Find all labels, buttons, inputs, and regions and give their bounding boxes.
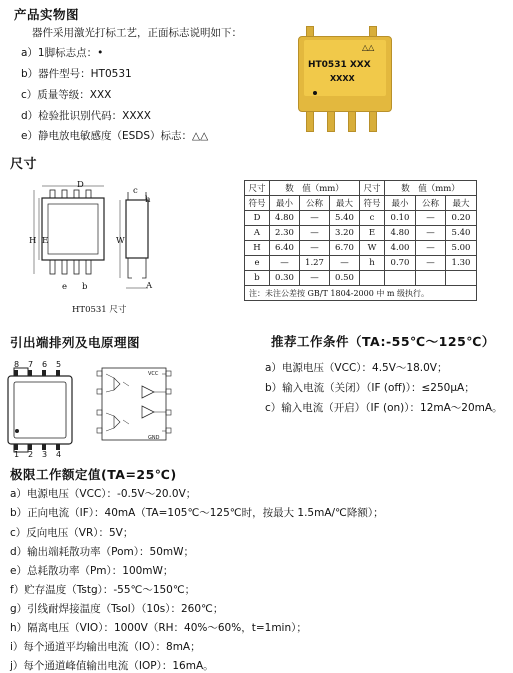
chip-marking-line1: HT0531 XXX (308, 60, 371, 70)
table-cell: 3.20 (330, 226, 360, 241)
limit-f: f）贮存温度（Tstg）：-55℃～150℃； (10, 584, 196, 596)
limit-c: c）反向电压（VR）：5V； (10, 527, 134, 539)
table-cell: — (300, 211, 330, 226)
table-cell: 0.10 (385, 211, 416, 226)
pin-number: 3 (42, 450, 48, 459)
table-cell: h (360, 256, 385, 271)
table-header: 符号 (245, 196, 270, 211)
limit-d: d）输出端耗散功率（Pom）：50mW； (10, 546, 194, 558)
table-header: 最大 (330, 196, 360, 211)
marking-d: d）检验批识别代码：XXXX (21, 110, 151, 122)
limit-i: i）每个通道平均输出电流（IO）：8mA； (10, 641, 201, 653)
marking-c: c）质量等级：XXX (21, 89, 112, 101)
table-note-row (245, 286, 477, 301)
table-header: 最大 (446, 196, 477, 211)
table-cell: 0.20 (446, 211, 477, 226)
pin-number: 7 (28, 360, 34, 369)
table-cell: — (416, 226, 446, 241)
table-header-row (245, 181, 477, 196)
dim-label-h: h (145, 195, 151, 205)
table-header: 尺寸 (360, 181, 385, 196)
table-cell (360, 271, 385, 286)
condition-b: b）输入电流（关闭）（IF (off)）：≤250μA； (265, 382, 475, 394)
condition-a: a）电源电压（VCC）：4.5V～18.0V； (265, 362, 448, 374)
pin-number: 8 (14, 360, 20, 369)
table-cell: W (360, 241, 385, 256)
limit-b: b）正向电流（IF）：40mA（TA=105℃～125℃时，按最大 1.5mA/℃降额）； (10, 507, 384, 519)
table-cell: 2.30 (270, 226, 300, 241)
table-cell: e (245, 256, 270, 271)
dim-label-A: A (146, 281, 153, 291)
marking-b: b）器件型号：HT0531 (21, 68, 132, 80)
dim-label-H: H (29, 236, 37, 246)
table-row (245, 271, 477, 286)
dim-label-D: D (77, 180, 84, 190)
table-cell: 4.00 (385, 241, 416, 256)
limit-g: g）引线耐焊接温度（Tsol）（10s）：260℃； (10, 603, 224, 615)
dim-label-b: b (82, 282, 88, 292)
dimension-table (244, 180, 477, 301)
chip-pin1-dot (313, 91, 317, 95)
intro-text: 器件采用激光打标工艺，正面标志说明如下： (32, 27, 242, 39)
table-cell: 0.50 (330, 271, 360, 286)
table-cell: — (416, 211, 446, 226)
drawing-caption: HT0531 尺寸 (72, 305, 127, 315)
limit-h: h）隔离电压（VIO）：1000V（RH：40%～60%，t=1min）； (10, 622, 307, 634)
pin-number: 5 (56, 360, 62, 369)
dim-label-e: e (62, 282, 68, 292)
table-header-row (245, 196, 477, 211)
condition-c: c）输入电流（开启）（IF (on)）：12mA～20mA。 (265, 402, 503, 414)
pin-number: 1 (14, 450, 20, 459)
circuit-schematic (96, 364, 176, 446)
table-header: 公称 (416, 196, 446, 211)
pin-number: 4 (56, 450, 62, 459)
table-cell: 5.40 (446, 226, 477, 241)
limit-a: a）电源电压（VCC）：-0.5V～20.0V； (10, 488, 197, 500)
marking-e: e）静电放电敏感度（ESDS）标志：△△ (21, 130, 209, 142)
section-title-conditions: 推荐工作条件（TA:-55℃～125℃） (271, 334, 495, 349)
table-header: 尺寸 (245, 181, 270, 196)
table-cell: — (330, 256, 360, 271)
marking-a: a）1脚标志点：• (21, 47, 104, 59)
table-cell: — (300, 226, 330, 241)
table-cell (385, 271, 416, 286)
table-cell: — (300, 241, 330, 256)
table-cell: A (245, 226, 270, 241)
table-header: 数 值（mm） (270, 181, 360, 196)
table-cell: 1.30 (446, 256, 477, 271)
table-row (245, 256, 477, 271)
table-cell: c (360, 211, 385, 226)
table-note: 注：未注公差按 GB/T 1804-2000 中 m 级执行。 (245, 286, 477, 301)
table-header: 符号 (360, 196, 385, 211)
pin-number: 2 (28, 450, 34, 459)
table-cell: H (245, 241, 270, 256)
table-cell: D (245, 211, 270, 226)
section-title-dimensions: 尺寸 (10, 157, 38, 172)
table-cell: 6.40 (270, 241, 300, 256)
table-cell: 0.30 (270, 271, 300, 286)
chip-marking-line2: XXXX (330, 74, 355, 83)
pin-layout-drawing (4, 358, 80, 462)
table-cell: — (300, 271, 330, 286)
table-cell: — (416, 241, 446, 256)
table-row (245, 211, 477, 226)
table-cell (416, 271, 446, 286)
table-row (245, 226, 477, 241)
schematic-gnd-label: GND (148, 435, 160, 441)
table-cell: E (360, 226, 385, 241)
table-header: 最小 (385, 196, 416, 211)
table-cell: — (270, 256, 300, 271)
table-cell: 6.70 (330, 241, 360, 256)
section-title-pins: 引出端排列及电原理图 (10, 335, 141, 350)
table-cell: 4.80 (385, 226, 416, 241)
dim-label-c: c (133, 186, 138, 196)
table-header: 公称 (300, 196, 330, 211)
section-title-limits: 极限工作额定值(TA=25℃) (10, 467, 177, 482)
table-header: 数 值（mm） (385, 181, 477, 196)
table-cell (446, 271, 477, 286)
table-cell: b (245, 271, 270, 286)
table-cell: 0.70 (385, 256, 416, 271)
limit-j: j）每个通道峰值输出电流（IOP）：16mA。 (10, 660, 214, 672)
table-row (245, 241, 477, 256)
table-cell: 5.00 (446, 241, 477, 256)
limit-e: e）总耗散功率（Pm）：100mW； (10, 565, 174, 577)
table-header: 最小 (270, 196, 300, 211)
table-cell: 1.27 (300, 256, 330, 271)
pin-number: 6 (42, 360, 48, 369)
chip-esds-mark: △△ (362, 43, 375, 52)
table-cell: 5.40 (330, 211, 360, 226)
dim-label-E: E (42, 236, 49, 246)
dim-label-W: W (116, 236, 125, 246)
schematic-vcc-label: VCC (148, 371, 159, 377)
section-title-product: 产品实物图 (14, 7, 80, 22)
table-cell: — (416, 256, 446, 271)
table-cell: 4.80 (270, 211, 300, 226)
